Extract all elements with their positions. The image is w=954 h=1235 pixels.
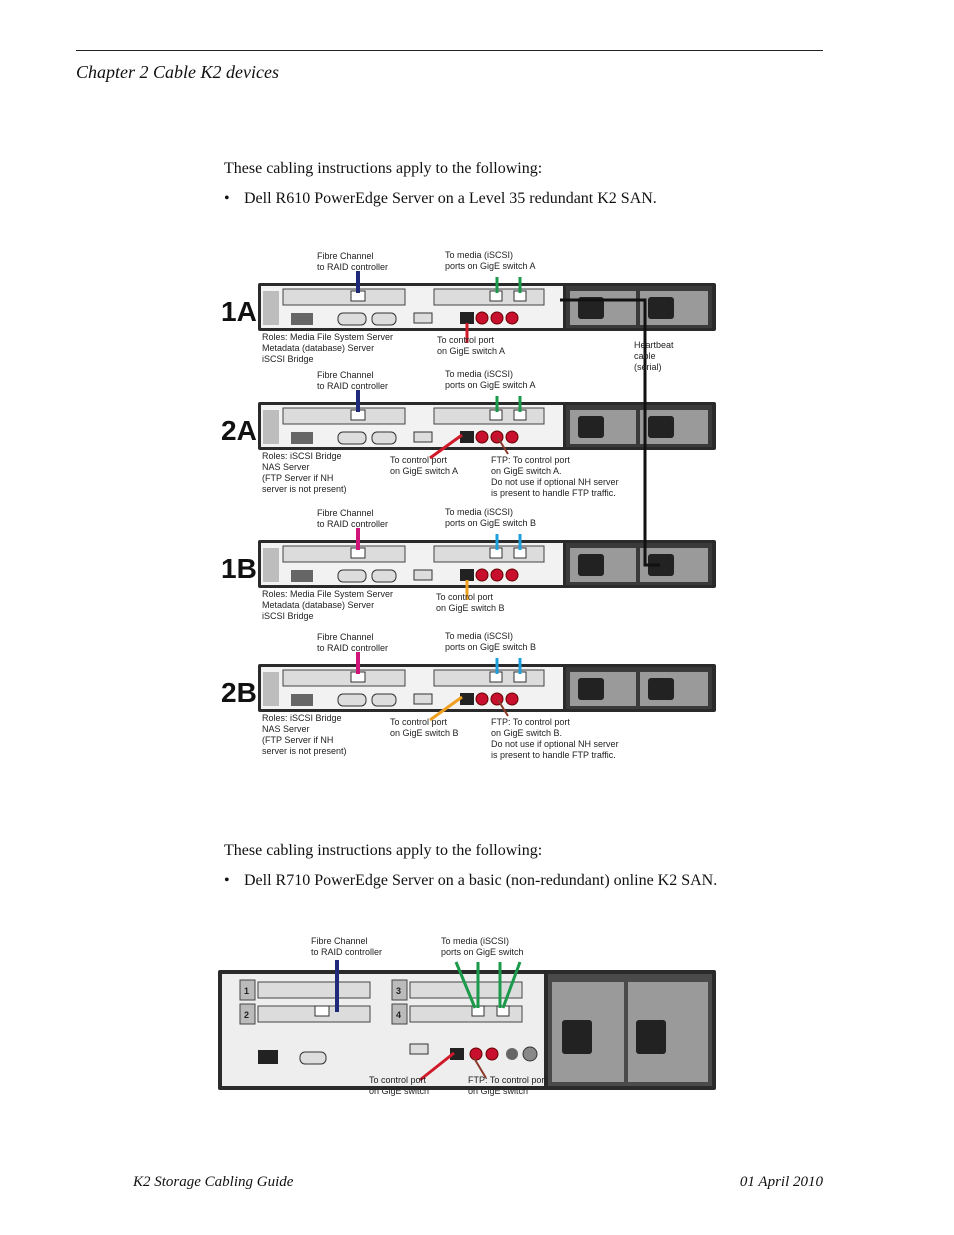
vent-grid [263,672,279,706]
ftp-label-line: FTP: To control port [491,455,570,465]
pcie-slot-1 [283,670,405,686]
serial-db9-port [372,570,396,582]
roles-label-line: server is not present) [262,484,347,494]
fc-label [317,251,388,272]
psu-2-socket [648,416,674,438]
vga-port [300,1052,326,1064]
usb-port [414,432,432,442]
media-label-line: To media (iSCSI) [445,250,514,260]
pcie-slot-1 [283,289,405,305]
vga-port [338,432,366,444]
control-label-line: on GigE switch [369,1086,430,1096]
pcie-slot [258,982,370,998]
media-label-line: ports on GigE switch A [445,380,536,390]
media-label-line: ports on GigE switch B [445,642,537,652]
roles-label-line: Roles: iSCSI Bridge [262,713,342,723]
roles-label-line: Roles: Media File System Server [262,332,394,342]
server-id-label: 2B [221,677,257,708]
usb-port [414,570,432,580]
psu-2-socket [648,678,674,700]
chapter-header: Chapter 2 Cable K2 devices [76,62,279,82]
serial-port [291,570,313,582]
vent-grid [263,548,279,582]
ftp-label-line: FTP: To control port [491,717,570,727]
section1-bullet-text: Dell R610 PowerEdge Server on a Level 35 redundant K2 SAN. [244,190,657,207]
section1-intro: These cabling instructions apply to the following: [224,160,543,177]
roles-label-line: (FTP Server if NH [262,735,334,745]
psu-2-socket [648,297,674,319]
control-label-line: on GigE switch B [436,603,505,613]
control-label [390,717,459,738]
nic-port-2 [491,693,503,705]
fc-label [317,508,388,529]
vent-grid [263,291,279,325]
vga-port [338,694,366,706]
media-label [445,631,536,652]
section2-bullet: • Dell R710 PowerEdge Server on a basic (non-redundant) online K2 SAN. [224,872,718,889]
id-button [523,1047,537,1061]
roles-label-line: (FTP Server if NH [262,473,334,483]
fc-port [315,1006,329,1016]
fc-label-line: to RAID controller [317,381,389,391]
fc-label-line: to RAID controller [311,947,383,957]
control-label-line: on GigE switch A [390,466,459,476]
nic-port-1 [476,312,488,324]
nic-port-2 [486,1048,498,1060]
roles-label [262,451,347,494]
serial-db9-port [372,432,396,444]
vent-grid [263,410,279,444]
roles-label-line: Metadata (database) Server [262,343,375,353]
server-id-label: 1B [221,553,257,584]
server-1b [221,507,716,621]
heartbeat-label-line: cable [634,351,656,361]
footer-guide-title: K2 Storage Cabling Guide [133,1174,294,1190]
usb-port [414,313,432,323]
roles-label-line: NAS Server [262,462,310,472]
vga-port [338,313,366,325]
serial-port [291,432,313,444]
media-label-line: To media (iSCSI) [445,369,514,379]
serial-port [291,694,313,706]
nic-port-1 [476,431,488,443]
heartbeat-label-line: (serial) [634,362,662,372]
footer-date: 01 April 2010 [739,1174,823,1190]
media-label-line: To media (iSCSI) [445,631,514,641]
control-label-line: To control port [390,717,448,727]
ftp-label-line: is present to handle FTP traffic. [491,488,616,498]
server-2a [221,369,716,498]
roles-label [262,713,347,756]
control-port [460,312,474,324]
heartbeat-label-line: Heartbeat [634,340,674,350]
ftp-label-line: FTP: To control port [468,1075,547,1085]
heartbeat-label [634,340,674,372]
roles-label-line: NAS Server [262,724,310,734]
ftp-label-line: on GigE switch A. [491,466,562,476]
media-label [445,507,536,528]
serial-db9-port [372,694,396,706]
control-label-line: on GigE switch B [390,728,459,738]
nic-port-3 [506,569,518,581]
pcie-slot-1 [283,408,405,424]
roles-label [262,332,393,364]
psu-1-socket [578,554,604,576]
r710-server [218,936,716,1096]
section2-bullet-text: Dell R710 PowerEdge Server on a basic (non-redundant) online K2 SAN. [244,872,718,889]
nic-port-2 [491,431,503,443]
roles-label [262,589,393,621]
control-label-line: To control port [390,455,448,465]
r710-cabling-diagram [0,920,954,1120]
fc-label-line: Fibre Channel [317,370,374,380]
psu-1-socket [562,1020,592,1054]
psu-2-socket [636,1020,666,1054]
control-label-line: To control port [437,335,495,345]
usb-port [414,694,432,704]
ftp-label-line: is present to handle FTP traffic. [491,750,616,760]
nic-port-1 [476,569,488,581]
psu-1-socket [578,678,604,700]
roles-label-line: server is not present) [262,746,347,756]
control-label [390,455,458,476]
roles-label-line: iSCSI Bridge [262,354,314,364]
ftp-label-line: on GigE switch B. [491,728,563,738]
media-label [441,936,524,957]
server-id-label: 2A [221,415,257,446]
fc-label-line: Fibre Channel [317,251,374,261]
slot-number: 1 [244,986,250,996]
ftp-label [491,717,619,760]
fc-label-line: Fibre Channel [317,632,374,642]
nic-port-2 [491,312,503,324]
pcie-slot-2 [434,408,544,424]
media-label-line: To media (iSCSI) [441,936,510,946]
section2-intro: These cabling instructions apply to the following: [224,842,543,859]
ftp-label-line: Do not use if optional NH server [491,477,619,487]
nic-port-2 [491,569,503,581]
fc-label-line: to RAID controller [317,643,389,653]
pcie-slot-2 [434,546,544,562]
media-label-line: ports on GigE switch B [445,518,537,528]
pcie-slot-1 [283,546,405,562]
media-label-line: ports on GigE switch A [445,261,536,271]
media-label [445,250,536,271]
control-label [437,335,505,356]
nic-port-3 [506,312,518,324]
fc-label [317,632,388,653]
ftp-label-line: Do not use if optional NH server [491,739,619,749]
fc-label [317,370,388,391]
roles-label-line: Roles: iSCSI Bridge [262,451,342,461]
usb-port [410,1044,428,1054]
server-2b [221,631,716,760]
control-label [436,592,505,613]
control-port [460,569,474,581]
ftp-label [491,455,619,498]
control-label-line: on GigE switch A [437,346,506,356]
slot-number: 4 [396,1010,402,1020]
vga-port [338,570,366,582]
media-label-line: ports on GigE switch [441,947,524,957]
serial-port [258,1050,278,1064]
fc-label-line: to RAID controller [317,262,389,272]
control-port [460,693,474,705]
roles-label-line: Roles: Media File System Server [262,589,394,599]
roles-label-line: iSCSI Bridge [262,611,314,621]
roles-label-line: Metadata (database) Server [262,600,375,610]
control-port [460,431,474,443]
slot-number: 3 [396,986,402,996]
fc-label-line: Fibre Channel [311,936,368,946]
control-label-line: To control port [436,592,494,602]
pcie-slot-2 [434,289,544,305]
serial-db9-port [372,313,396,325]
nic-port-3 [506,1048,518,1060]
nic-port-1 [476,693,488,705]
pcie-slot [258,1006,370,1022]
fc-label-line: Fibre Channel [317,508,374,518]
nic-port-3 [506,431,518,443]
serial-port [291,313,313,325]
control-label [369,1075,429,1096]
fc-label [311,936,382,957]
control-label-line: To control port [369,1075,427,1085]
fc-label-line: to RAID controller [317,519,389,529]
psu-1-socket [578,416,604,438]
media-label-line: To media (iSCSI) [445,507,514,517]
server-id-label: 1A [221,296,257,327]
nic-port-1 [470,1048,482,1060]
nic-port-3 [506,693,518,705]
media-label [445,369,536,390]
ftp-label-line: on GigE switch [468,1086,529,1096]
section1-bullet: • Dell R610 PowerEdge Server on a Level 35 redundant K2 SAN. [224,190,657,207]
slot-number: 2 [244,1010,250,1020]
pcie-slot-2 [434,670,544,686]
